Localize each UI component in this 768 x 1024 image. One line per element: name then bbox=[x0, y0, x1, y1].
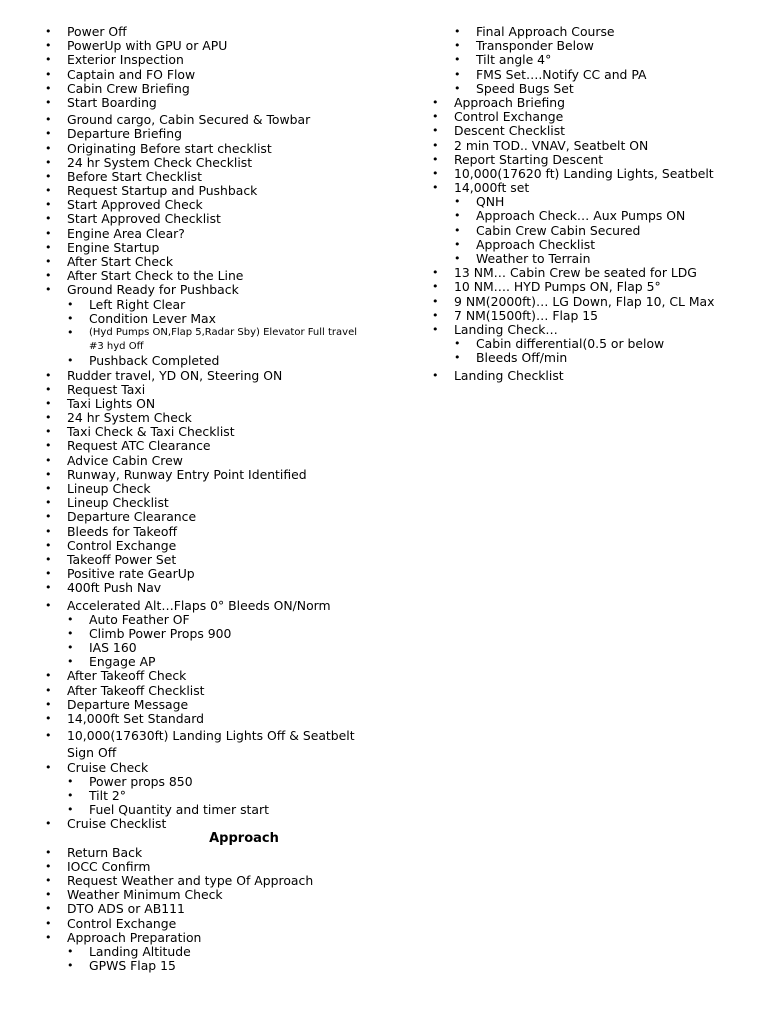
bullet-icon: • bbox=[67, 959, 74, 973]
item-text: Landing Checklist bbox=[454, 367, 564, 383]
list-item bbox=[44, 860, 384, 874]
list-item bbox=[44, 127, 384, 141]
bullet-icon: • bbox=[45, 916, 52, 930]
sub-list-item bbox=[431, 337, 761, 351]
list-item bbox=[431, 181, 761, 195]
item-text: Engine Startup bbox=[67, 239, 160, 255]
bullet-icon: • bbox=[45, 95, 52, 109]
item-text: Lineup Checklist bbox=[67, 495, 169, 511]
bullet-icon: • bbox=[45, 760, 52, 774]
list-item bbox=[431, 280, 761, 294]
bullet-icon: • bbox=[67, 354, 74, 368]
item-text: Condition Lever Max bbox=[89, 310, 216, 326]
list-item bbox=[44, 817, 384, 831]
bullet-icon: • bbox=[454, 209, 461, 223]
item-text: Captain and FO Flow bbox=[67, 66, 196, 82]
bullet-icon: • bbox=[432, 181, 439, 195]
bullet-icon: • bbox=[45, 467, 52, 481]
list-item bbox=[431, 96, 761, 110]
list-item bbox=[44, 113, 384, 127]
bullet-icon: • bbox=[67, 626, 74, 640]
bullet-icon: • bbox=[45, 538, 52, 552]
item-text: Before Start Checklist bbox=[67, 168, 202, 184]
item-text: 400ft Push Nav bbox=[67, 580, 162, 596]
bullet-icon: • bbox=[45, 283, 52, 297]
item-text: Landing Check… bbox=[454, 321, 558, 337]
bullet-icon: • bbox=[45, 113, 52, 127]
list-item bbox=[44, 25, 384, 39]
sub-list-item bbox=[431, 82, 761, 96]
bullet-icon: • bbox=[45, 697, 52, 711]
bullet-icon: • bbox=[432, 368, 439, 382]
bullet-icon: • bbox=[45, 888, 52, 902]
item-text: After Start Check to the Line bbox=[67, 268, 244, 284]
sub-list-item bbox=[44, 789, 384, 803]
sub-list-item bbox=[431, 252, 761, 266]
item-text: Tilt angle 4° bbox=[476, 52, 552, 68]
item-text: Takeoff Power Set bbox=[67, 551, 177, 567]
item-text: Fuel Quantity and timer start bbox=[89, 802, 269, 818]
bullet-icon: • bbox=[45, 198, 52, 212]
bullet-icon: • bbox=[67, 774, 74, 788]
item-text: Request ATC Clearance bbox=[67, 438, 211, 454]
item-text: Descent Checklist bbox=[454, 123, 566, 139]
list-item bbox=[44, 468, 384, 482]
item-text: 14,000ft Set Standard bbox=[67, 711, 204, 726]
bullet-icon: • bbox=[45, 39, 52, 53]
bullet-icon: • bbox=[67, 325, 74, 339]
item-text: Auto Feather OF bbox=[89, 611, 190, 627]
list-item bbox=[44, 283, 384, 297]
list-item bbox=[44, 156, 384, 170]
list-item bbox=[44, 397, 384, 411]
sub-list-item bbox=[44, 945, 384, 959]
list-item bbox=[44, 454, 384, 468]
item-text: Lineup Check bbox=[67, 481, 151, 496]
item-text: Landing Altitude bbox=[89, 944, 191, 959]
item-text: 7 NM(1500ft)… Flap 15 bbox=[454, 307, 599, 323]
item-text: Left Right Clear bbox=[89, 296, 186, 312]
bullet-icon: • bbox=[45, 411, 52, 425]
list-item bbox=[44, 553, 384, 567]
item-text: Accelerated Alt…Flaps 0° Bleeds ON/Norm bbox=[67, 597, 331, 613]
sub-list-item bbox=[431, 209, 761, 223]
bullet-icon: • bbox=[45, 510, 52, 524]
item-text: Ground Ready for Pushback bbox=[67, 282, 239, 298]
item-text: Rudder travel, YD ON, Steering ON bbox=[67, 367, 283, 383]
item-text: Bleeds for Takeoff bbox=[67, 523, 178, 539]
bullet-icon: • bbox=[454, 223, 461, 237]
sub-list-item bbox=[44, 803, 384, 817]
item-text: Ground cargo, Cabin Secured & Towbar bbox=[67, 112, 311, 128]
bullet-icon: • bbox=[67, 612, 74, 626]
item-text: Report Starting Descent bbox=[454, 151, 604, 167]
bullet-icon: • bbox=[45, 25, 52, 38]
item-text: Departure Clearance bbox=[67, 509, 197, 525]
item-text: 24 hr System Check Checklist bbox=[67, 154, 253, 170]
item-text: Departure Briefing bbox=[67, 126, 182, 142]
bullet-icon: • bbox=[432, 322, 439, 336]
sub-list-item bbox=[44, 613, 384, 627]
bullet-icon: • bbox=[454, 195, 461, 209]
list-item bbox=[431, 124, 761, 138]
list-item-continuation bbox=[44, 746, 384, 760]
bullet-icon: • bbox=[454, 337, 461, 351]
bullet-icon: • bbox=[45, 874, 52, 888]
item-text: FMS Set….Notify CC and PA bbox=[476, 66, 647, 82]
list-item bbox=[44, 369, 384, 383]
item-text: Cabin Crew Briefing bbox=[67, 80, 190, 96]
item-text: Cruise Check bbox=[67, 759, 149, 775]
item-text: Approach Check… Aux Pumps ON bbox=[476, 208, 686, 224]
item-text: Request Startup and Pushback bbox=[67, 183, 258, 199]
item-text: DTO ADS or AB111 bbox=[67, 901, 185, 917]
list-item bbox=[44, 68, 384, 82]
item-text: 9 NM(2000ft)… LG Down, Flap 10, CL Max bbox=[454, 293, 715, 309]
item-text: Weather Minimum Check bbox=[67, 887, 223, 903]
bullet-icon: • bbox=[45, 439, 52, 453]
list-item bbox=[44, 482, 384, 496]
item-text: Return Back bbox=[67, 844, 143, 860]
bullet-icon: • bbox=[45, 425, 52, 439]
item-text: 10,000(17630ft) Landing Lights Off & Seatbelt bbox=[67, 728, 355, 744]
item-text: Weather to Terrain bbox=[476, 251, 591, 266]
list-item bbox=[44, 761, 384, 775]
bullet-icon: • bbox=[432, 308, 439, 322]
bullet-icon: • bbox=[45, 169, 52, 183]
item-text: Climb Power Props 900 bbox=[89, 625, 232, 641]
list-item bbox=[431, 266, 761, 280]
list-item bbox=[431, 139, 761, 153]
item-text: 10 NM…. HYD Pumps ON, Flap 5° bbox=[454, 279, 661, 295]
item-text: Power props 850 bbox=[89, 773, 193, 789]
sub-list-item bbox=[44, 959, 384, 973]
bullet-icon: • bbox=[45, 496, 52, 510]
right-column bbox=[431, 25, 761, 383]
sub-list-item bbox=[431, 195, 761, 209]
bullet-icon: • bbox=[454, 237, 461, 251]
list-item bbox=[44, 411, 384, 425]
list-item bbox=[431, 295, 761, 309]
sub-list-item bbox=[44, 354, 384, 368]
bullet-icon: • bbox=[45, 240, 52, 254]
list-item bbox=[431, 309, 761, 323]
item-text: Pushback Completed bbox=[89, 353, 220, 369]
list-item bbox=[44, 39, 384, 53]
list-item bbox=[44, 729, 384, 743]
bullet-icon: • bbox=[45, 729, 52, 743]
item-text: Transponder Below bbox=[476, 38, 594, 54]
bullet-icon: • bbox=[45, 683, 52, 697]
bullet-icon: • bbox=[45, 859, 52, 873]
list-item bbox=[431, 167, 761, 181]
bullet-icon: • bbox=[45, 67, 52, 81]
bullet-icon: • bbox=[454, 25, 461, 38]
bullet-icon: • bbox=[45, 552, 52, 566]
sub-list-item bbox=[431, 39, 761, 53]
bullet-icon: • bbox=[432, 152, 439, 166]
bullet-icon: • bbox=[45, 712, 52, 725]
bullet-icon: • bbox=[67, 311, 74, 325]
item-text: Bleeds Off/min bbox=[476, 350, 568, 366]
sub-list-item bbox=[44, 775, 384, 789]
sub-list-item bbox=[44, 627, 384, 641]
item-text: Approach bbox=[209, 830, 279, 846]
list-item bbox=[44, 255, 384, 269]
list-item bbox=[44, 184, 384, 198]
list-item bbox=[44, 599, 384, 613]
item-text: GPWS Flap 15 bbox=[89, 958, 176, 974]
list-item bbox=[431, 110, 761, 124]
bullet-icon: • bbox=[45, 155, 52, 169]
list-item bbox=[44, 917, 384, 931]
bullet-icon: • bbox=[45, 482, 52, 495]
item-text: Engine Area Clear? bbox=[67, 225, 185, 241]
item-text: Start Boarding bbox=[67, 94, 157, 110]
item-text: After Takeoff Checklist bbox=[67, 682, 205, 698]
bullet-icon: • bbox=[45, 184, 52, 198]
item-text: Speed Bugs Set bbox=[476, 80, 574, 96]
list-item bbox=[44, 439, 384, 453]
list-item bbox=[431, 369, 761, 383]
bullet-icon: • bbox=[454, 39, 461, 53]
bullet-icon: • bbox=[45, 127, 52, 141]
list-item bbox=[44, 198, 384, 212]
list-item bbox=[44, 712, 384, 726]
item-text: Final Approach Course bbox=[476, 24, 615, 39]
sub-list-item bbox=[431, 68, 761, 82]
list-item-continuation bbox=[44, 340, 384, 354]
list-item bbox=[44, 96, 384, 110]
item-text: Start Approved Check bbox=[67, 197, 203, 213]
item-text: Approach Briefing bbox=[454, 94, 565, 110]
sub-list-item bbox=[44, 298, 384, 312]
sub-list-item bbox=[431, 238, 761, 252]
sub-list-item bbox=[431, 224, 761, 238]
item-text: 13 NM… Cabin Crew be seated for LDG bbox=[454, 265, 697, 281]
sub-list-item bbox=[44, 655, 384, 669]
sub-list-item bbox=[431, 351, 761, 365]
list-item bbox=[44, 902, 384, 916]
item-text: Start Approved Checklist bbox=[67, 211, 221, 227]
bullet-icon: • bbox=[67, 655, 74, 669]
list-item bbox=[44, 269, 384, 283]
list-item bbox=[44, 496, 384, 510]
bullet-icon: • bbox=[45, 817, 52, 831]
bullet-icon: • bbox=[45, 368, 52, 382]
item-text: After Takeoff Check bbox=[67, 668, 187, 684]
item-text: #3 hyd Off bbox=[89, 341, 144, 353]
sub-list-item bbox=[431, 53, 761, 67]
item-text: 24 hr System Check bbox=[67, 410, 192, 426]
sub-list-item bbox=[431, 25, 761, 39]
list-item bbox=[44, 241, 384, 255]
bullet-icon: • bbox=[45, 396, 52, 410]
list-item bbox=[44, 567, 384, 581]
item-text: Control Exchange bbox=[67, 915, 177, 931]
list-item bbox=[44, 425, 384, 439]
item-text: Control Exchange bbox=[67, 537, 177, 553]
bullet-icon: • bbox=[432, 166, 439, 180]
bullet-icon: • bbox=[432, 110, 439, 124]
bullet-icon: • bbox=[432, 266, 439, 280]
bullet-icon: • bbox=[432, 138, 439, 152]
bullet-icon: • bbox=[454, 53, 461, 67]
item-text: Control Exchange bbox=[454, 109, 564, 125]
list-item bbox=[44, 142, 384, 156]
bullet-icon: • bbox=[432, 124, 439, 138]
list-item bbox=[44, 698, 384, 712]
bullet-icon: • bbox=[45, 81, 52, 95]
item-text: Taxi Lights ON bbox=[67, 395, 156, 411]
bullet-icon: • bbox=[45, 567, 52, 581]
bullet-icon: • bbox=[45, 598, 52, 612]
list-item bbox=[44, 581, 384, 595]
bullet-icon: • bbox=[45, 902, 52, 916]
list-item bbox=[44, 525, 384, 539]
list-item bbox=[44, 539, 384, 553]
item-text: QNH bbox=[476, 194, 505, 210]
bullet-icon: • bbox=[454, 252, 461, 265]
list-item bbox=[44, 82, 384, 96]
item-text: Sign Off bbox=[67, 745, 117, 761]
list-item bbox=[44, 510, 384, 524]
bullet-icon: • bbox=[454, 67, 461, 81]
left-column bbox=[44, 25, 384, 973]
sub-list-item bbox=[44, 326, 384, 340]
item-text: Taxi Check & Taxi Checklist bbox=[67, 424, 235, 440]
item-text: Positive rate GearUp bbox=[67, 566, 195, 582]
section-heading bbox=[44, 832, 384, 846]
item-text: Originating Before start checklist bbox=[67, 140, 272, 156]
list-item bbox=[44, 888, 384, 902]
list-item bbox=[44, 846, 384, 860]
bullet-icon: • bbox=[45, 845, 52, 859]
list-item bbox=[44, 212, 384, 226]
item-text: Power Off bbox=[67, 24, 127, 39]
item-text: PowerUp with GPU or APU bbox=[67, 38, 228, 54]
item-text: Approach Preparation bbox=[67, 929, 202, 945]
item-text: Departure Message bbox=[67, 696, 189, 712]
item-text: Exterior Inspection bbox=[67, 52, 184, 68]
item-text: Cabin differential(0.5 or below bbox=[476, 336, 665, 352]
list-item bbox=[44, 383, 384, 397]
item-text: Cruise Checklist bbox=[67, 816, 167, 832]
item-text: Request Taxi bbox=[67, 381, 146, 397]
item-text: IAS 160 bbox=[89, 640, 137, 656]
bullet-icon: • bbox=[45, 524, 52, 538]
item-text: Approach Checklist bbox=[476, 236, 596, 252]
list-item bbox=[44, 227, 384, 241]
bullet-icon: • bbox=[432, 294, 439, 308]
list-item bbox=[44, 669, 384, 683]
item-text: 10,000(17620 ft) Landing Lights, Seatbelt bbox=[454, 165, 714, 181]
item-text: IOCC Confirm bbox=[67, 858, 151, 874]
bullet-icon: • bbox=[45, 226, 52, 240]
item-text: 2 min TOD.. VNAV, Seatbelt ON bbox=[454, 137, 649, 153]
list-item bbox=[44, 170, 384, 184]
item-text: 14,000ft set bbox=[454, 180, 530, 196]
item-text: (Hyd Pumps ON,Flap 5,Radar Sby) Elevator Full travel bbox=[89, 326, 358, 338]
list-item bbox=[44, 874, 384, 888]
bullet-icon: • bbox=[45, 269, 52, 283]
item-text: After Start Check bbox=[67, 254, 174, 269]
item-text: Cabin Crew Cabin Secured bbox=[476, 222, 641, 238]
bullet-icon: • bbox=[67, 641, 74, 655]
list-item bbox=[44, 931, 384, 945]
sub-list-item bbox=[44, 641, 384, 655]
bullet-icon: • bbox=[67, 788, 74, 802]
list-item bbox=[431, 323, 761, 337]
bullet-icon: • bbox=[45, 53, 52, 67]
bullet-icon: • bbox=[67, 803, 74, 817]
bullet-icon: • bbox=[432, 280, 439, 294]
list-item bbox=[431, 153, 761, 167]
bullet-icon: • bbox=[45, 382, 52, 396]
bullet-icon: • bbox=[432, 95, 439, 109]
bullet-icon: • bbox=[45, 669, 52, 683]
item-text: Tilt 2° bbox=[89, 787, 126, 803]
bullet-icon: • bbox=[45, 212, 52, 226]
bullet-icon: • bbox=[67, 297, 74, 311]
sub-list-item bbox=[44, 312, 384, 326]
bullet-icon: • bbox=[67, 945, 74, 958]
item-text: Runway, Runway Entry Point Identified bbox=[67, 466, 307, 482]
bullet-icon: • bbox=[454, 81, 461, 95]
bullet-icon: • bbox=[45, 453, 52, 467]
bullet-icon: • bbox=[45, 581, 52, 595]
list-item bbox=[44, 53, 384, 67]
bullet-icon: • bbox=[454, 351, 461, 365]
bullet-icon: • bbox=[45, 255, 52, 268]
item-text: Request Weather and type Of Approach bbox=[67, 873, 314, 889]
item-text: Advice Cabin Crew bbox=[67, 452, 183, 468]
list-item bbox=[44, 684, 384, 698]
bullet-icon: • bbox=[45, 930, 52, 944]
item-text: Engage AP bbox=[89, 654, 156, 670]
bullet-icon: • bbox=[45, 141, 52, 155]
